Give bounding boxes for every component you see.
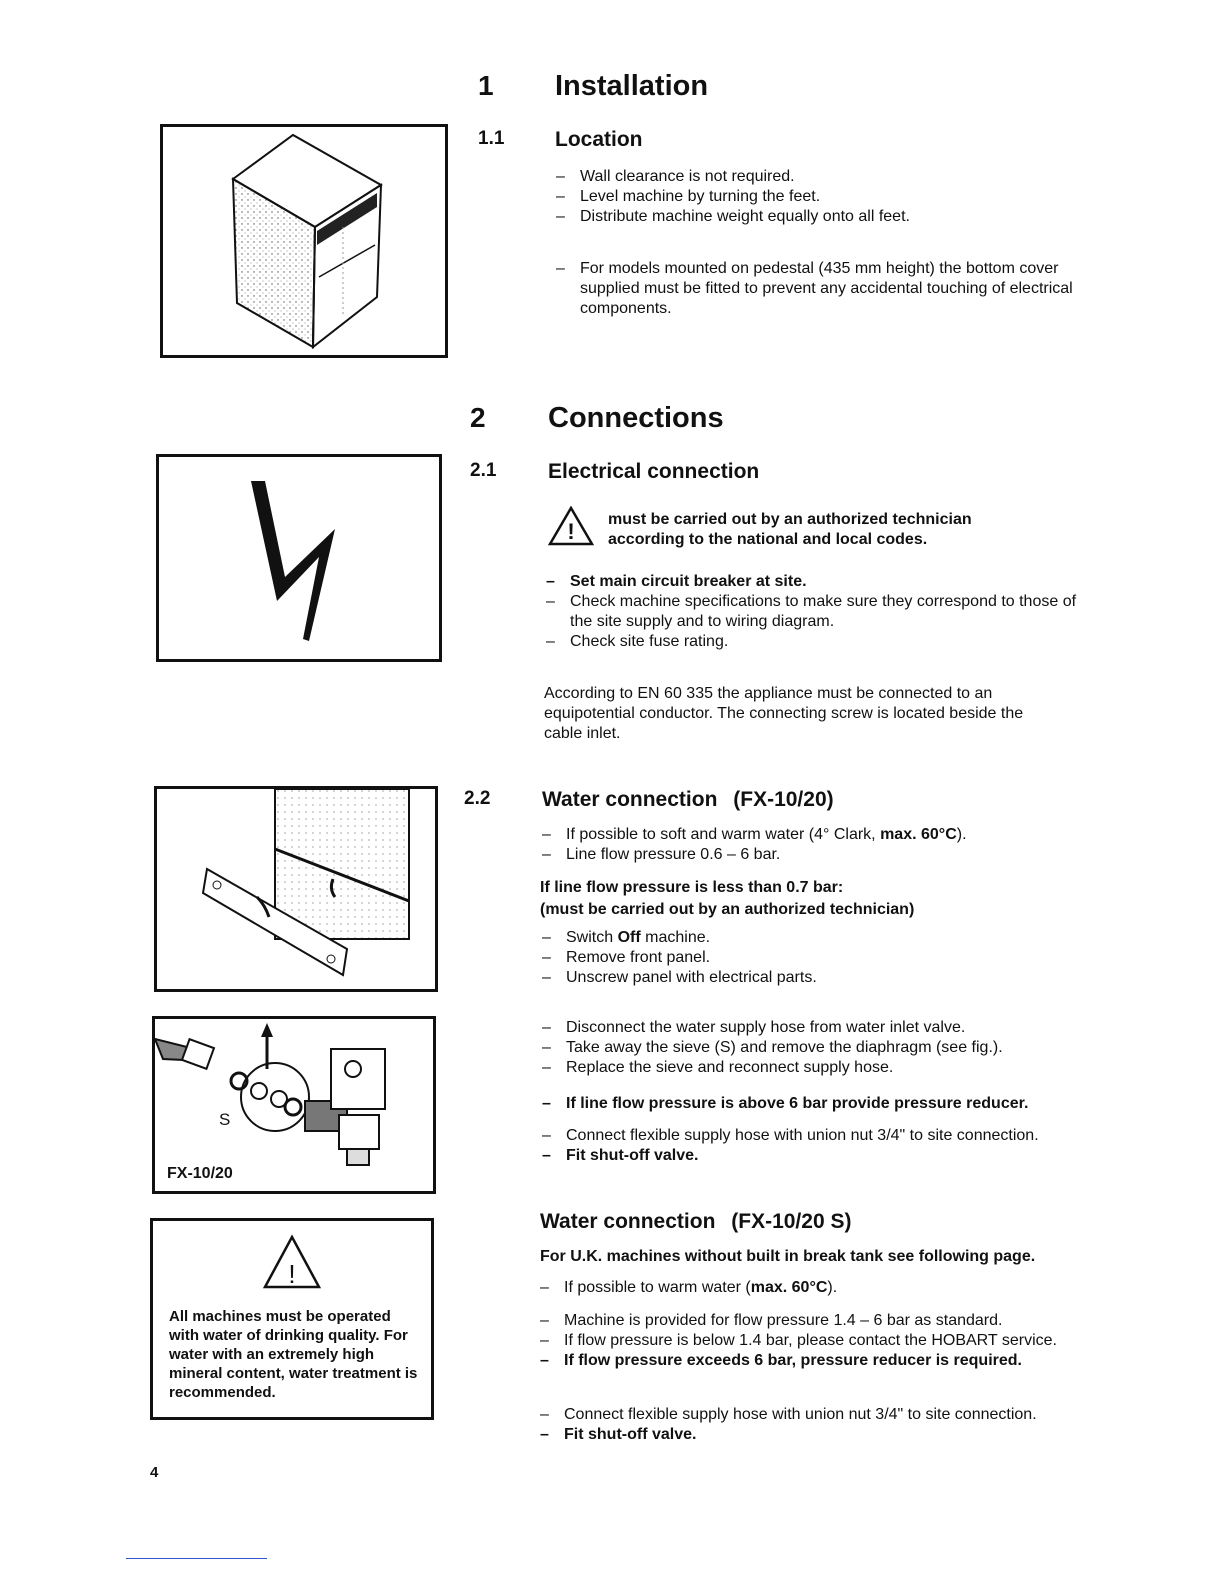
list-item (542, 825, 1082, 845)
list-item: – Connect flexible supply hose with union nut 3/4" to site connection. (542, 1126, 1102, 1146)
list-text: ). (956, 826, 967, 843)
list-text: If possible to soft and warm water (4° Clark, (566, 826, 881, 843)
electrical-list (546, 572, 1086, 652)
list-item: – If flow pressure exceeds 6 bar, pressure reducer is required. (540, 1351, 1070, 1371)
list-item: – Line flow pressure 0.6 – 6 bar. (542, 845, 1082, 865)
list-item: – Fit shut-off valve. (540, 1425, 1100, 1445)
list-item: – For models mounted on pedestal (435 mm height) the bottom cover supplied must be fitted to prevent any accidental touching of electrical components. (556, 259, 1096, 319)
water-quality-warning-box (150, 1218, 434, 1420)
section-number: 1 (478, 70, 494, 101)
section-title: Installation (555, 70, 709, 102)
subsection-title: Location (555, 128, 643, 151)
list-item: – Check site fuse rating. (546, 632, 1086, 652)
water-connection-title: Water connection (542, 788, 718, 811)
pedestal-list (556, 259, 1096, 319)
section-number: 2 (470, 402, 486, 433)
list-item: – Set main circuit breaker at site. (546, 572, 1086, 592)
dishwasher-figure (160, 124, 448, 358)
list-text-bold: max. 60°C (880, 826, 957, 843)
list-item: – If flow pressure is below 1.4 bar, please contact the HOBART service. (540, 1331, 1070, 1351)
list-text-bold: Off (617, 929, 641, 946)
uk-note: For U.K. machines without built in break tank see following page. (540, 1248, 1036, 1265)
page-number: 4 (150, 1464, 159, 1481)
subsection-title (542, 788, 834, 812)
list-item: – Take away the sieve (S) and remove the diaphragm (see fig.). (542, 1038, 1102, 1058)
high-voltage-figure (156, 454, 442, 662)
water-list-b (542, 928, 1082, 988)
front-panel-figure (154, 786, 438, 992)
section-title: Connections (548, 402, 724, 434)
list-item: – Connect flexible supply hose with union nut 3/4" to site connection. (540, 1405, 1100, 1425)
svg-text:!: ! (288, 1259, 296, 1289)
water-connection-title: Water connection (540, 1210, 716, 1233)
subsection-number: 1.1 (478, 128, 505, 149)
list-item: – Level machine by turning the feet. (556, 187, 1096, 207)
model-label: (FX-10/20) (733, 788, 834, 811)
model-label: (FX-10/20 S) (731, 1210, 852, 1233)
list-item: – Distribute machine weight equally onto all feet. (556, 207, 1096, 227)
list-item: – Unscrew panel with electrical parts. (542, 968, 1082, 988)
panel-removal-illustration (157, 789, 435, 989)
low-pressure-sub: (must be carried out by an authorized technician) (540, 901, 915, 918)
dishwasher-illustration (163, 127, 445, 355)
list-item: – Machine is provided for flow pressure 1.4 – 6 bar as standard. (540, 1311, 1070, 1331)
warning-triangle-icon (153, 1221, 431, 1301)
list-text: If possible to warm water ( (564, 1279, 751, 1296)
equipotential-note: According to EN 60 335 the appliance must be connected to an equipotential conductor. The connecting screw is located beside the cable inlet. (544, 685, 1024, 742)
list-text: ). (827, 1279, 838, 1296)
water-quality-warning: All machines must be operated with water of drinking quality. For water with an extremely high mineral content, water treatment is recommended. (169, 1308, 418, 1401)
inlet-valve-illustration (155, 1019, 433, 1169)
warning-triangle-icon (548, 506, 594, 546)
inlet-valve-figure (152, 1016, 436, 1194)
list-item: – Replace the sieve and reconnect supply hose. (542, 1058, 1102, 1078)
footer-divider (126, 1558, 267, 1559)
electrical-warning: must be carried out by an authorized technician according to the national and local codes. (608, 511, 972, 548)
valve-model-label: FX-10/20 (167, 1165, 233, 1182)
list-text-bold: max. 60°C (750, 1279, 828, 1296)
list-text: machine. (640, 929, 711, 946)
list-item: – Fit shut-off valve. (542, 1146, 1102, 1166)
subsection-title (540, 1210, 851, 1234)
location-list (556, 167, 1096, 227)
list-item: – Check machine specifications to make sure they correspond to those of the site supply and to wiring diagram. (546, 592, 1086, 632)
lightning-bolt-icon (159, 457, 439, 659)
subsection-number: 2.2 (464, 788, 491, 809)
water-list-e (542, 1126, 1102, 1166)
water-s-list-a (540, 1278, 1100, 1298)
list-item (542, 928, 1082, 948)
list-item: – If line flow pressure is above 6 bar provide pressure reducer. (542, 1094, 1102, 1114)
list-item: – Disconnect the water supply hose from water inlet valve. (542, 1018, 1102, 1038)
list-text: Switch (566, 929, 618, 946)
list-item: – Wall clearance is not required. (556, 167, 1096, 187)
water-list-d (542, 1094, 1102, 1114)
sieve-label: S (219, 1110, 231, 1129)
water-list-a (542, 825, 1082, 865)
subsection-number: 2.1 (470, 460, 497, 481)
water-list-c (542, 1018, 1102, 1078)
svg-text:!: ! (567, 519, 575, 544)
water-s-list-c (540, 1405, 1100, 1445)
low-pressure-heading: If line flow pressure is less than 0.7 bar: (540, 879, 844, 896)
list-item: – Remove front panel. (542, 948, 1082, 968)
list-item (540, 1278, 1100, 1298)
water-s-list-b (540, 1311, 1070, 1371)
subsection-title: Electrical connection (548, 460, 760, 483)
